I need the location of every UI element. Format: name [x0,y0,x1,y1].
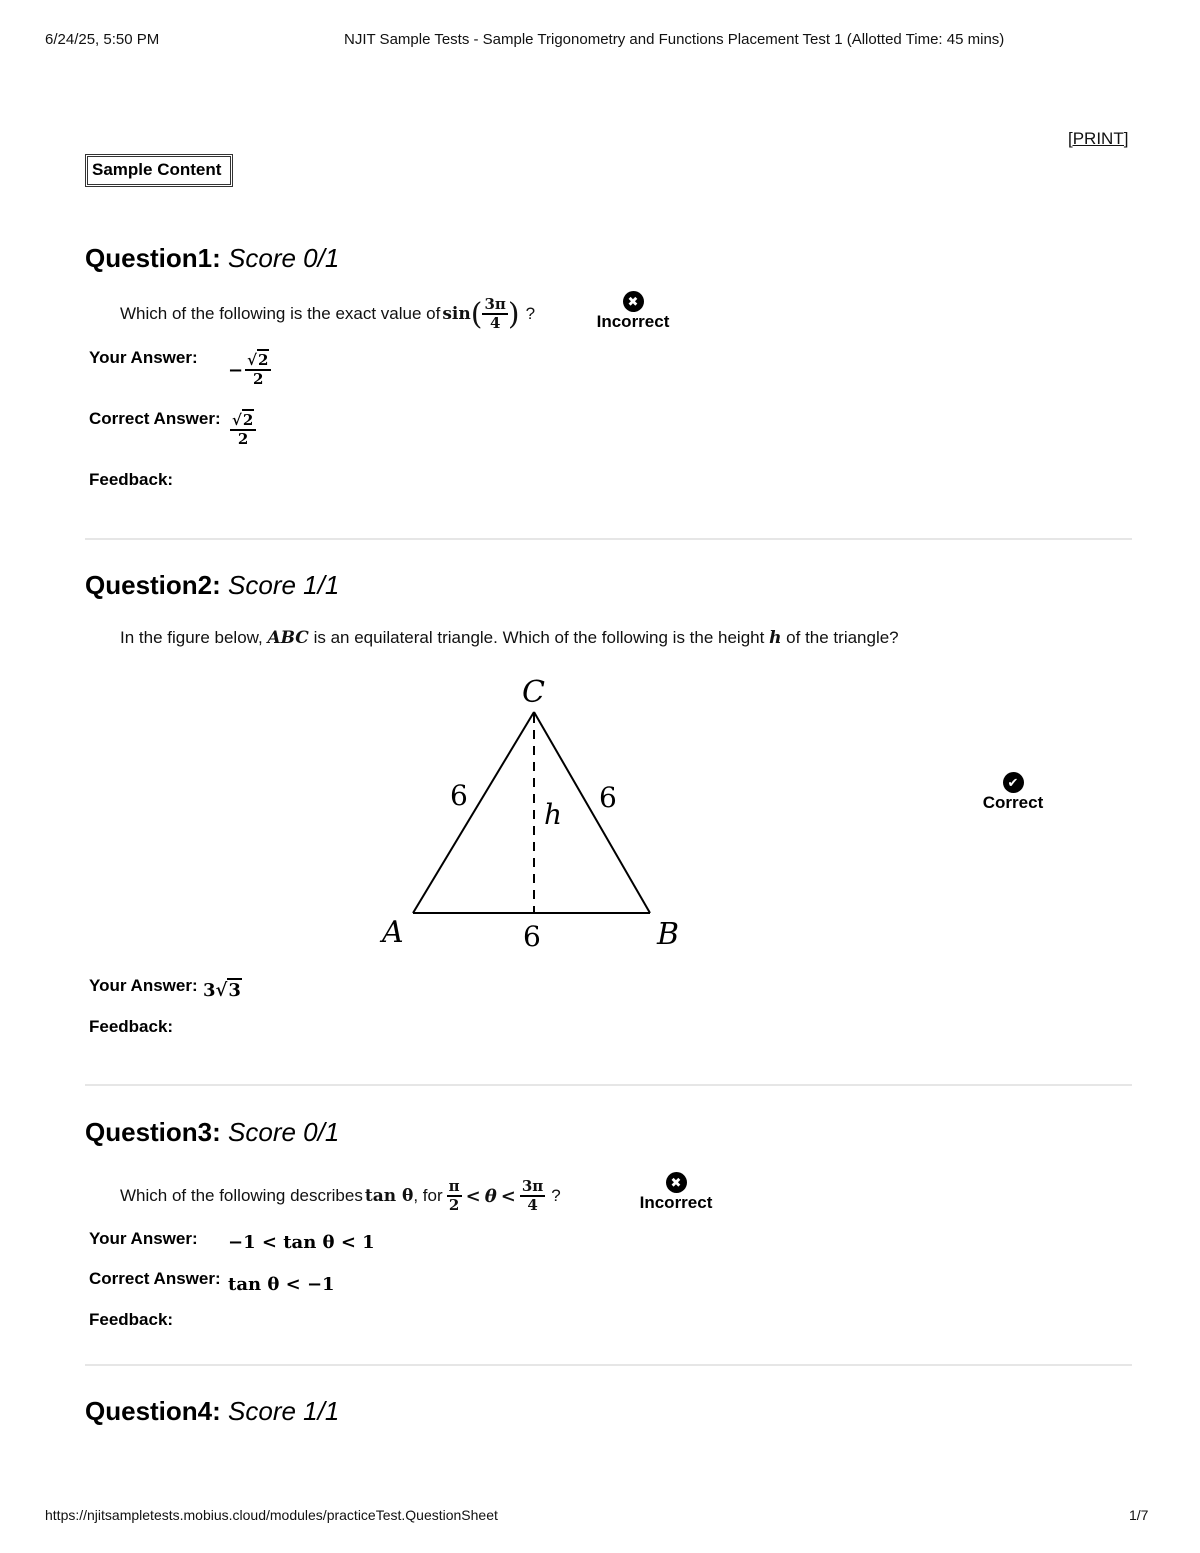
question-1-sin-fn: sin [442,304,471,324]
q3-correct-answer: tan θ < −1 [228,1274,335,1295]
question-4-score: Score 1/1 [228,1396,340,1426]
lower-bound [447,1178,462,1214]
question-3-score: Score 0/1 [228,1117,340,1147]
q1-correct-answer-label: Correct Answer: [89,409,221,428]
question-1-status-label: Incorrect [596,312,670,331]
q1-correct-answer-fraction [230,412,256,448]
question-divider [85,1364,1132,1366]
print-timestamp: 6/24/25, 5:50 PM [45,31,160,48]
less-than-2: < [500,1185,516,1207]
less-than-1: < [465,1185,481,1207]
question-4-heading [85,1396,339,1427]
lower-denominator: 2 [448,1196,460,1214]
question-1-prompt-end: ? [525,304,536,323]
question-1-title: Question1: [85,243,221,273]
tan-theta-expr: tan θ [364,1186,414,1206]
question-2-prompt: In the figure below, [120,628,268,647]
right-paren: ) [507,296,520,332]
question-3-prompt: Which of the following describes [120,1186,363,1205]
question-3-status-label: Incorrect [639,1193,713,1212]
question-3-text [120,1176,561,1216]
q3-feedback-label: Feedback: [89,1310,174,1329]
side-left-label: 6 [450,779,468,812]
left-paren: ( [470,296,483,332]
question-2-text [120,628,899,648]
upper-bound [520,1178,545,1214]
question-2-heading [85,570,339,601]
question-3-prompt-end: ? [551,1186,561,1205]
side-right-label: 6 [599,781,617,814]
height-label: h [544,798,563,831]
q1-your-answer-numerator: √2 [245,352,271,371]
question-2-prompt-end: of the triangle? [786,628,899,647]
question-divider [85,1084,1132,1086]
vertex-b-label: B [657,917,680,952]
q1-your-answer [228,352,271,388]
question-3-heading [85,1117,339,1148]
question-3-title: Question3: [85,1117,221,1147]
question-1-prompt: Which of the following is the exact value of [120,304,441,323]
q2-your-answer: 3√3 [203,980,241,1001]
minus-sign: − [228,359,244,381]
q3-your-answer-label: Your Answer: [89,1229,198,1248]
q1-your-answer-denominator: 2 [253,370,264,388]
lower-numerator: π [448,1177,460,1195]
q1-feedback-label: Feedback: [89,470,174,489]
q1-your-answer-label: Your Answer: [89,348,198,367]
question-1-text [120,292,535,336]
print-page-title: NJIT Sample Tests - Sample Trigonometry and Functions Placement Test 1 (Allotted Time: 45 mins) [344,31,1005,48]
x-circle-icon: ✖ [666,1172,687,1193]
radicand: 2 [257,351,269,369]
print-url: https://njitsampletests.mobius.cloud/modules/practiceTest.QuestionSheet [45,1507,498,1523]
vertex-c-label: C [522,675,545,710]
radicand: 2 [242,411,254,429]
question-divider [85,538,1132,540]
question-2-title: Question2: [85,570,221,600]
vertex-a-label: A [382,915,404,950]
question-1-status [590,291,676,332]
check-circle-icon: ✔ [1003,772,1024,793]
sample-content-badge: Sample Content [85,154,233,187]
x-circle-icon: ✖ [623,291,644,312]
arg-numerator: 3π [484,295,506,313]
print-page-number: 1/7 [1129,1507,1149,1523]
question-2-status [972,772,1054,813]
question-2-prompt-mid: is an equilateral triangle. Which of the following is the height [313,628,770,647]
side-ac [413,712,534,913]
q1-correct-answer [230,412,256,448]
upper-denominator: 4 [527,1196,538,1214]
question-3-status [633,1172,719,1213]
question-2-status-label: Correct [982,793,1044,812]
side-bottom-label: 6 [523,920,541,953]
upper-numerator: 3π [521,1177,544,1195]
radicand: 3 [228,980,241,1001]
var-h: h [769,628,782,648]
question-1-heading [85,243,339,274]
equilateral-triangle-figure [370,670,710,960]
q1-your-answer-fraction [245,352,271,388]
theta: θ [484,1185,497,1207]
question-1-argument [482,296,507,332]
var-abc: ABC [267,628,309,648]
question-2-score: Score 1/1 [228,570,340,600]
q1-correct-answer-numerator: √2 [230,412,256,431]
question-1-score: Score 0/1 [228,243,340,273]
question-3-for: , for [413,1186,443,1205]
print-link[interactable]: [PRINT] [1068,129,1129,148]
question-4-title: Question4: [85,1396,221,1426]
arg-denominator: 4 [489,314,501,332]
q3-your-answer: −1 < tan θ < 1 [228,1232,375,1253]
q1-correct-answer-denominator: 2 [237,430,249,448]
q2-feedback-label: Feedback: [89,1017,174,1036]
q2-your-answer-label: Your Answer: [89,976,198,995]
q2-answer-coefficient: 3 [203,980,216,1001]
q3-correct-answer-label: Correct Answer: [89,1269,221,1288]
